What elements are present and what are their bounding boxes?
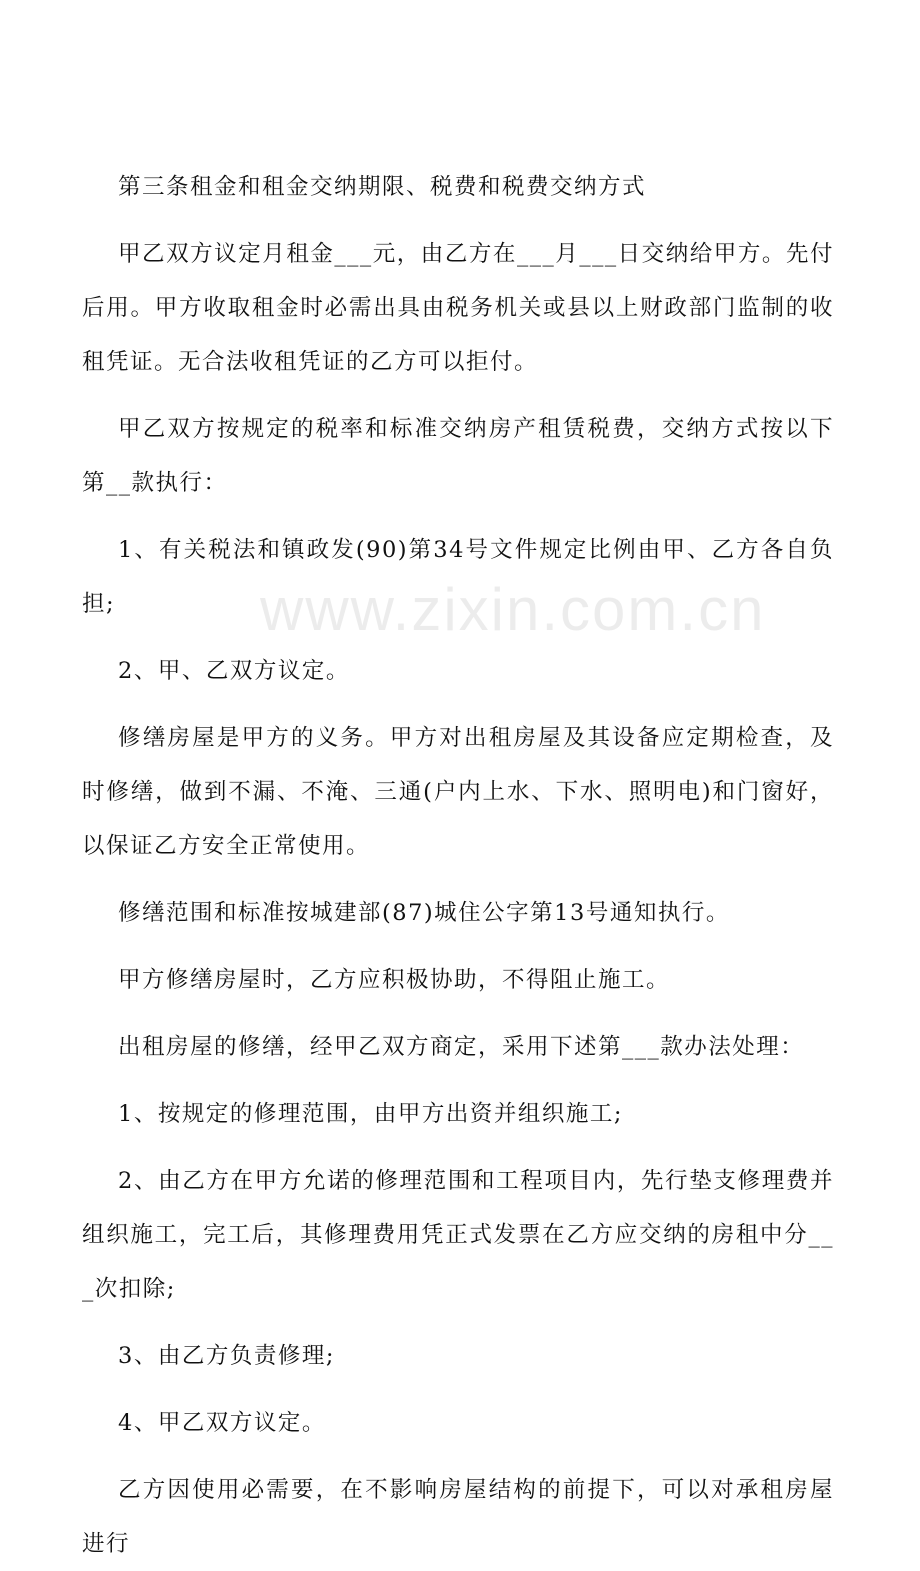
tax-option-1: 1、有关税法和镇政发(90)第34号文件规定比例由甲、乙方各自负担;	[82, 537, 834, 617]
repair-option-4: 4、甲乙双方议定。	[118, 1410, 326, 1436]
repair-option-2: 2、由乙方在甲方允诺的修理范围和工程项目内，先行垫支修理费并组织施工，完工后，其修理费用凭正式发票在乙方应交纳的房租中分___次扣除;	[82, 1168, 834, 1302]
tenant-modification-paragraph: 乙方因使用必需要，在不影响房屋结构的前提下，可以对承租房屋进行	[82, 1477, 834, 1557]
watermark: www.zixin.com.cn	[260, 576, 766, 643]
tax-option-2: 2、甲、乙双方议定。	[118, 658, 350, 684]
repair-method-paragraph: 出租房屋的修缮，经甲乙双方商定，采用下述第___款办法处理：	[118, 1034, 805, 1060]
repair-assist-paragraph: 甲方修缮房屋时，乙方应积极协助，不得阻止施工。	[118, 967, 671, 993]
repair-scope-paragraph: 修缮范围和标准按城建部(87)城住公字第13号通知执行。	[118, 900, 730, 926]
tax-paragraph: 甲乙双方按规定的税率和标准交纳房产租赁税费，交纳方式按以下第__款执行：	[82, 416, 834, 496]
article-heading: 第三条租金和租金交纳期限、税费和税费交纳方式	[118, 174, 647, 200]
repair-option-1: 1、按规定的修理范围，由甲方出资并组织施工;	[118, 1101, 623, 1127]
repair-duty-paragraph: 修缮房屋是甲方的义务。甲方对出租房屋及其设备应定期检查，及时修缮，做到不漏、不淹、三通(户内上水、下水、照明电)和门窗好，以保证乙方安全正常使用。	[82, 725, 834, 859]
rent-paragraph: 甲乙双方议定月租金___元，由乙方在___月___日交纳给甲方。先付后用。甲方收取租金时必需出具由税务机关或县以上财政部门监制的收租凭证。无合法收租凭证的乙方可以拒付。	[82, 241, 834, 375]
repair-option-3: 3、由乙方负责修理;	[118, 1343, 335, 1369]
document-body	[82, 160, 834, 1571]
